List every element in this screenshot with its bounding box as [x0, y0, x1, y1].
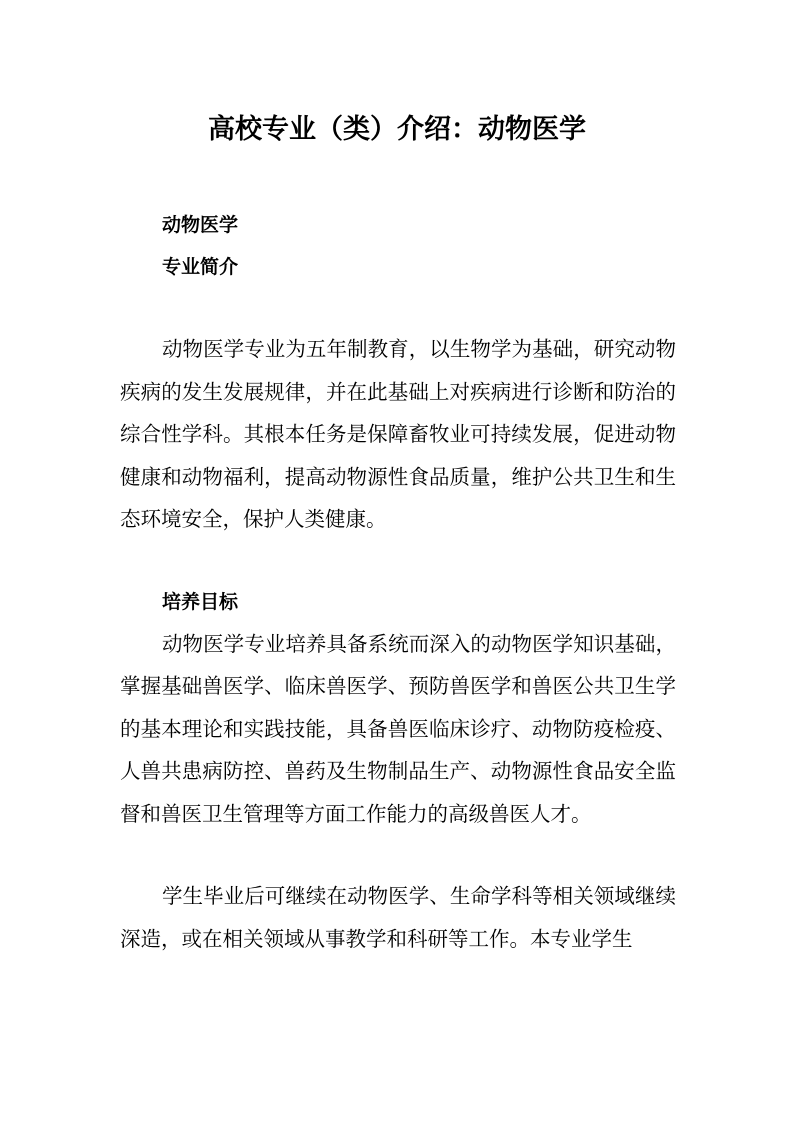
goal-section-heading: 培养目标 [162, 590, 239, 613]
intro-section-heading: 专业简介 [162, 256, 239, 278]
document-body [120, 204, 676, 960]
further-study-paragraph: 学生毕业后可继续在动物医学、生命学科等相关领域继续深造，或在相关领域从事教学和科研等工作。本专业学生 [120, 884, 676, 951]
intro-paragraph: 动物医学专业为五年制教育，以生物学为基础，研究动物疾病的发生发展规律，并在此基础上对疾病进行诊断和防治的综合性学科。其根本任务是保障畜牧业可持续发展，促进动物健康和动物福利，提高动物源性食品质量，维护公共卫生和生态环境安全，保护人类健康。 [120, 337, 676, 531]
spacer [120, 288, 676, 328]
major-name-heading: 动物医学 [162, 214, 239, 236]
page-title: 高校专业（类）介绍：动物医学 [208, 114, 586, 145]
spacer [120, 835, 676, 875]
spacer [120, 541, 676, 581]
goal-paragraph: 动物医学专业培养具备系统而深入的动物医学知识基础，掌握基础兽医学、临床兽医学、预防兽医学和兽医公共卫生学的基本理论和实践技能，具备兽医临床诊疗、动物防疫检疫、人兽共患病防控、兽药及生物制品生产、动物源性食品安全监督和兽医卫生管理等方面工作能力的高级兽医人才。 [120, 631, 676, 826]
